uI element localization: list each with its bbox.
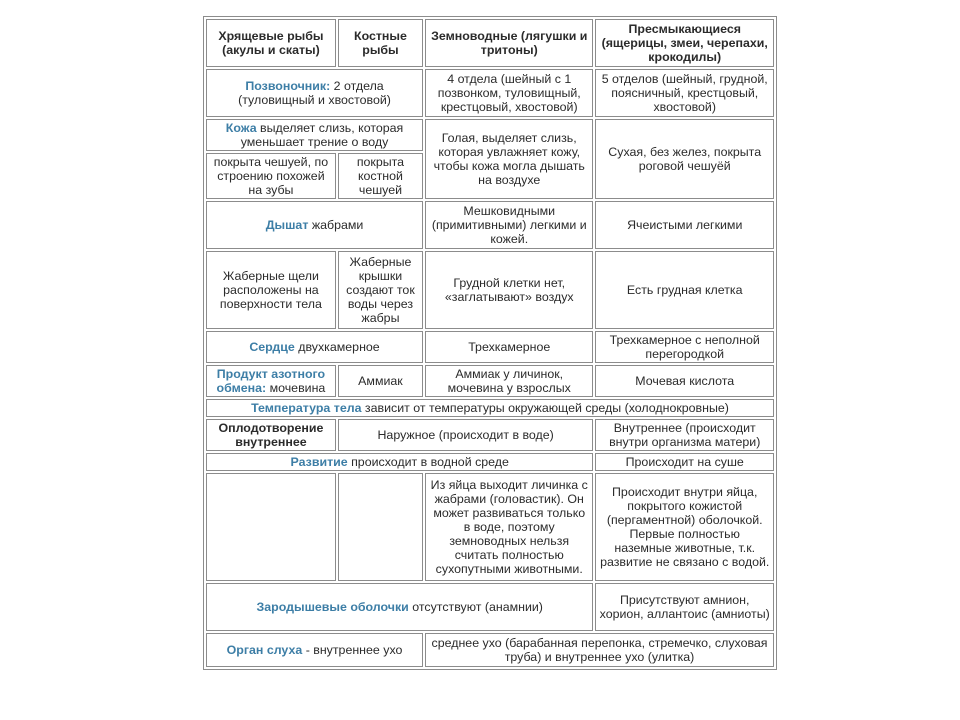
- vertebrate-comparison-table: [203, 16, 777, 670]
- gills-bony: Жаберные крышки создают ток воды через жабры: [338, 251, 423, 329]
- skin-amphibians: Голая, выделяет слизь, которая увлажняет кожу, чтобы кожа могла дышать на воздухе: [425, 119, 593, 199]
- spine-keyword: Позвоночник:: [245, 79, 331, 93]
- development-text: происходит в водной среде: [347, 455, 509, 469]
- fertilization-reptiles: Внутреннее (происходит внутри организма матери): [595, 419, 774, 451]
- heart-reptiles: Трехкамерное с неполной перегородкой: [595, 331, 774, 363]
- nitrogen-cartilaginous-text: мочевина: [266, 381, 326, 395]
- membranes-keyword: Зародышевые оболочки: [256, 600, 409, 614]
- breathing-reptiles: Ячеистыми легкими: [595, 201, 774, 249]
- breathing-amphibians: Мешковидными (примитивными) легкими и кожей.: [425, 201, 593, 249]
- gills-cartilaginous: Жаберные щели расположены на поверхности тела: [206, 251, 336, 329]
- row-skin: [206, 119, 774, 151]
- row-nitrogen: [206, 365, 774, 397]
- header-cartilaginous-fish: Хрящевые рыбы (акулы и скаты): [206, 19, 336, 67]
- skin-bony: покрыта костной чешуей: [338, 153, 423, 199]
- development-keyword: Развитие: [290, 455, 348, 469]
- row-hearing: [206, 633, 774, 667]
- spine-fish-text: 2 отдела (туловищный и хвостовой): [238, 79, 391, 107]
- row-heart: [206, 331, 774, 363]
- row-development: [206, 453, 774, 471]
- nitrogen-cartilaginous: [206, 365, 336, 397]
- gills-reptiles: Есть грудная клетка: [595, 251, 774, 329]
- development-reptiles: Происходит на суше: [595, 453, 774, 471]
- heart-fish-text: двухкамерное: [294, 340, 380, 354]
- nitrogen-reptiles: Мочевая кислота: [595, 365, 774, 397]
- header-reptiles: Пресмыкающиеся (ящерицы, змеи, черепахи, крокодилы): [595, 19, 774, 67]
- spine-reptiles: 5 отделов (шейный, грудной, поясничный, крестцовый, хвостовой): [595, 69, 774, 117]
- heart-fish-cell: [206, 331, 423, 363]
- skin-cartilaginous: покрыта чешуей, по строению похожей на зубы: [206, 153, 336, 199]
- row-membranes: [206, 583, 774, 631]
- skin-fish-cell: [206, 119, 423, 151]
- hearing-rest: среднее ухо (барабанная перепонка, стремечко, слуховая труба) и внутреннее ухо (улитка): [425, 633, 774, 667]
- comparison-table-container: [203, 16, 777, 670]
- breathing-fish-text: жабрами: [308, 218, 364, 232]
- breathing-keyword: Дышат: [265, 218, 309, 232]
- row-temperature: [206, 399, 774, 417]
- development-detail-reptiles: Происходит внутри яйца, покрытого кожистой (пергаментной) оболочкой. Первые полностью наземные животные, т.к. развитие не связано с водой.: [595, 473, 774, 581]
- fertilization-cartilaginous: Оплодотворение внутреннее: [206, 419, 336, 451]
- hearing-text: - внутреннее ухо: [302, 643, 403, 657]
- hearing-keyword: Орган слуха: [226, 643, 303, 657]
- membranes-cell: [206, 583, 593, 631]
- row-fertilization: [206, 419, 774, 451]
- row-development-detail: [206, 473, 774, 581]
- hearing-fish-cell: [206, 633, 423, 667]
- fertilization-middle: Наружное (происходит в воде): [338, 419, 594, 451]
- temperature-cell: [206, 399, 774, 417]
- skin-reptiles: Сухая, без желез, покрыта роговой чешуёй: [595, 119, 774, 199]
- heart-amphibians: Трехкамерное: [425, 331, 593, 363]
- spine-amphibians: 4 отдела (шейный с 1 позвонком, туловищный, крестцовый, хвостовой): [425, 69, 593, 117]
- membranes-reptiles: Присутствуют амнион, хорион, аллантоис (амниоты): [595, 583, 774, 631]
- nitrogen-keyword: Продукт азотного обмена:: [216, 367, 326, 395]
- skin-fish-text: выделяет слизь, которая уменьшает трение о воду: [240, 121, 404, 149]
- row-breathing: [206, 201, 774, 249]
- gills-amphibians: Грудной клетки нет, «заглатывают» воздух: [425, 251, 593, 329]
- nitrogen-bony: Аммиак: [338, 365, 423, 397]
- development-cell: [206, 453, 593, 471]
- temperature-keyword: Температура тела: [251, 401, 362, 415]
- membranes-text: отсутствуют (анамнии): [408, 600, 543, 614]
- development-detail-cartilaginous: [206, 473, 336, 581]
- development-detail-amphibians: Из яйца выходит личинка с жабрами (головастик). Он может развиваться только в воде, поэтому земноводных нельзя считать полностью сухопутными животными.: [425, 473, 593, 581]
- breathing-fish-cell: [206, 201, 423, 249]
- heart-keyword: Сердце: [249, 340, 295, 354]
- skin-keyword: Кожа: [225, 121, 257, 135]
- header-amphibians: Земноводные (лягушки и тритоны): [425, 19, 593, 67]
- row-spine: [206, 69, 774, 117]
- row-gills: [206, 251, 774, 329]
- temperature-text: зависит от температуры окружающей среды (холоднокровные): [361, 401, 729, 415]
- development-detail-bony: [338, 473, 423, 581]
- header-bony-fish: Костные рыбы: [338, 19, 423, 67]
- header-row: [206, 19, 774, 67]
- spine-fish-cell: [206, 69, 423, 117]
- nitrogen-amphibians: Аммиак у личинок, мочевина у взрослых: [425, 365, 593, 397]
